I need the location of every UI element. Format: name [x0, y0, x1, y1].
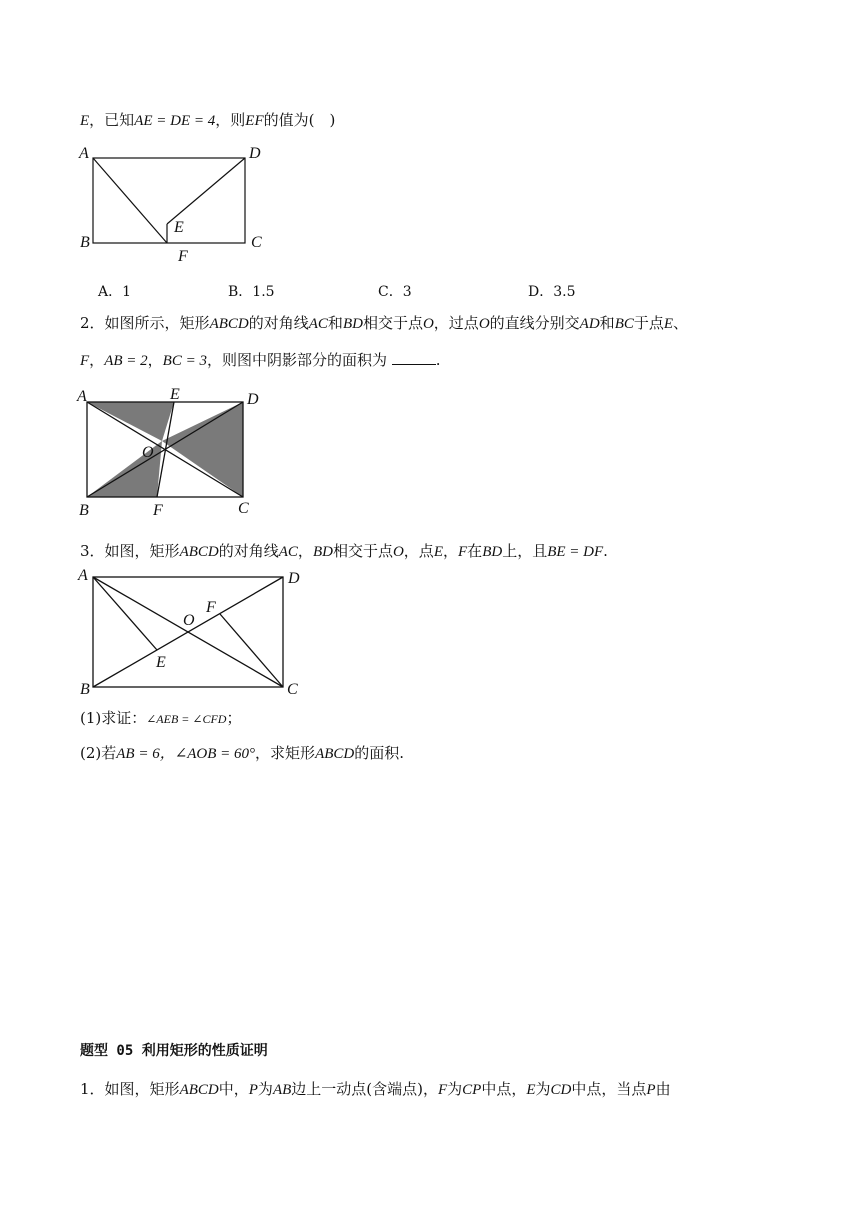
q3-t5: BD [312, 544, 333, 560]
q1-option-c-value: 3 [402, 284, 412, 300]
q1-option-a-value: 1 [122, 284, 132, 300]
q2-number: 2． [80, 314, 105, 332]
q4-t1: ABCD [179, 1082, 219, 1098]
q1-label-f: F [178, 248, 188, 265]
q1-option-d [528, 281, 576, 301]
q2-line2-f: F [80, 353, 90, 369]
q4-number: 1． [80, 1080, 105, 1098]
q2-line2-ab: AB = 2 [104, 353, 148, 369]
q2-t1: ABCD [209, 316, 249, 332]
q3-figure-svg [75, 563, 315, 703]
q1-option-d-key: D． [528, 284, 554, 300]
q2-shade-right [162, 402, 243, 497]
q2-t12: 和 [599, 314, 615, 332]
q2-label-a: A [77, 388, 87, 405]
q4-t2: 中， [218, 1080, 249, 1098]
q1-stem-math2: EF [245, 113, 264, 129]
q2-sep1: ， [89, 351, 105, 369]
q3-t6: 相交于点 [332, 542, 393, 560]
section-heading: 题型 05 利用矩形的性质证明 [80, 1043, 268, 1059]
q1-segment-de [167, 158, 245, 224]
q2-t3: AC [308, 316, 328, 332]
q4-t14: 中点，当点 [571, 1080, 647, 1098]
q4-t3: P [248, 1082, 258, 1098]
q3-label-e: E [156, 654, 166, 671]
q4-t9: CP [462, 1082, 482, 1098]
q1-rectangle [93, 158, 245, 243]
q3-t0: 如图，矩形 [104, 542, 180, 560]
q2-t10: 的直线分别交 [489, 314, 580, 332]
q3-part2-label: (2)若 [80, 744, 117, 762]
q1-figure-svg [75, 140, 275, 270]
q2-shade-top [87, 402, 174, 441]
q2-label-d: D [247, 391, 259, 408]
q3-part2-end: 的面积. [354, 744, 405, 762]
q3-t2: 的对角线 [218, 542, 279, 560]
q3-part1-label: (1)求证： [80, 709, 147, 727]
q3-number: 3． [80, 542, 105, 560]
q3-label-o: O [183, 612, 195, 629]
q4-t12: 为 [535, 1080, 551, 1098]
q2-stem-line1 [80, 313, 688, 334]
q2-label-o: O [142, 444, 154, 461]
q3-part1-end: ； [226, 709, 242, 727]
q3-t13: BD [482, 544, 503, 560]
q1-option-d-value: 3.5 [553, 284, 576, 300]
q2-t15: E [663, 316, 674, 332]
q1-label-d: D [249, 145, 261, 162]
q2-label-c: C [238, 500, 249, 517]
q2-t4: 和 [327, 314, 343, 332]
q2-t0: 如图所示，矩形 [104, 314, 210, 332]
q2-t13: BC [614, 316, 634, 332]
q2-label-f: F [153, 502, 163, 519]
q2-answer-blank[interactable] [392, 350, 436, 365]
q3-t7: O [392, 544, 404, 560]
q2-t2: 的对角线 [248, 314, 309, 332]
q1-segment-af [93, 158, 167, 243]
q3-figure [75, 563, 315, 703]
q1-option-a [98, 281, 131, 301]
q4-t15: P [646, 1082, 656, 1098]
q3-part2-text: ，求矩形 [255, 744, 316, 762]
q3-label-f: F [206, 599, 216, 616]
q2-sep2: ， [147, 351, 163, 369]
q1-stem-text3: 的值为( ) [263, 111, 336, 129]
q3-label-a: A [78, 567, 88, 584]
q2-line2-text: ，则图中阴影部分的面积为 [206, 351, 387, 369]
q3-part2-math2: ABCD [315, 746, 355, 762]
q4-t6: 边上一动点(含端点)， [291, 1080, 438, 1098]
q1-stem-head: E [80, 113, 90, 129]
q1-option-b [228, 281, 275, 301]
q4-t10: 中点， [481, 1080, 527, 1098]
q1-option-b-key: B． [228, 284, 253, 300]
q3-label-c: C [287, 681, 298, 698]
q2-stem-line2 [80, 350, 441, 371]
q4-t0: 如图，矩形 [104, 1080, 180, 1098]
q2-t5: BD [342, 316, 363, 332]
q3-t11: F [458, 544, 468, 560]
q1-stem-text2: ，则 [215, 111, 246, 129]
q2-t9: O [478, 316, 490, 332]
q4-t16: 由 [655, 1080, 671, 1098]
q3-t1: ABCD [179, 544, 219, 560]
q3-t3: AC [278, 544, 298, 560]
q2-t14: 于点 [633, 314, 664, 332]
q2-label-e: E [170, 386, 180, 403]
q4-t7: F [437, 1082, 448, 1098]
q3-stem-line1 [80, 541, 608, 562]
q3-part1 [80, 708, 241, 729]
q4-stem [80, 1079, 671, 1100]
q3-t15: BE = DF [547, 544, 604, 560]
q4-t11: E [526, 1082, 536, 1098]
q3-t4: ， [297, 542, 313, 560]
q1-stem-text: ，已知 [89, 111, 135, 129]
q2-figure [75, 382, 275, 522]
q2-label-b: B [79, 502, 89, 519]
q1-label-b: B [80, 234, 90, 251]
q2-figure-svg [75, 382, 275, 522]
q3-t10: ， [442, 542, 458, 560]
q1-stem-math: AE = DE = 4 [134, 113, 216, 129]
q3-t9: E [433, 544, 443, 560]
q2-line2-end: . [435, 351, 441, 369]
q3-segment-ae [93, 577, 157, 650]
q1-label-c: C [251, 234, 262, 251]
q2-t16: 、 [673, 314, 689, 332]
q1-label-e: E [174, 219, 184, 236]
q1-option-c-key: C． [378, 284, 403, 300]
q2-t7: O [422, 316, 434, 332]
q3-part1-math: ∠AEB = ∠CFD [146, 712, 227, 726]
q4-t4: 为 [257, 1080, 273, 1098]
q3-label-d: D [288, 570, 300, 587]
q2-t6: 相交于点 [362, 314, 423, 332]
q1-option-c [378, 281, 412, 301]
q1-stem [80, 110, 335, 131]
q2-t11: AD [579, 316, 600, 332]
q1-label-a: A [79, 145, 89, 162]
q1-option-b-value: 1.5 [252, 284, 275, 300]
q2-t8: ，过点 [433, 314, 479, 332]
q3-t16: . [603, 542, 608, 560]
q4-t13: CD [550, 1082, 572, 1098]
q1-option-a-key: A． [98, 284, 123, 300]
q3-segment-cf [220, 614, 283, 687]
q1-figure [75, 140, 275, 270]
q3-part2 [80, 743, 404, 764]
q4-t8: 为 [447, 1080, 463, 1098]
q4-t5: AB [272, 1082, 292, 1098]
q3-t8: ，点 [403, 542, 434, 560]
q3-t14: 上，且 [502, 542, 548, 560]
q2-line2-bc: BC = 3 [162, 353, 207, 369]
q3-t12: 在 [467, 542, 483, 560]
q3-part2-math: AB = 6，∠AOB = 60° [116, 746, 256, 762]
q3-label-b: B [80, 681, 90, 698]
